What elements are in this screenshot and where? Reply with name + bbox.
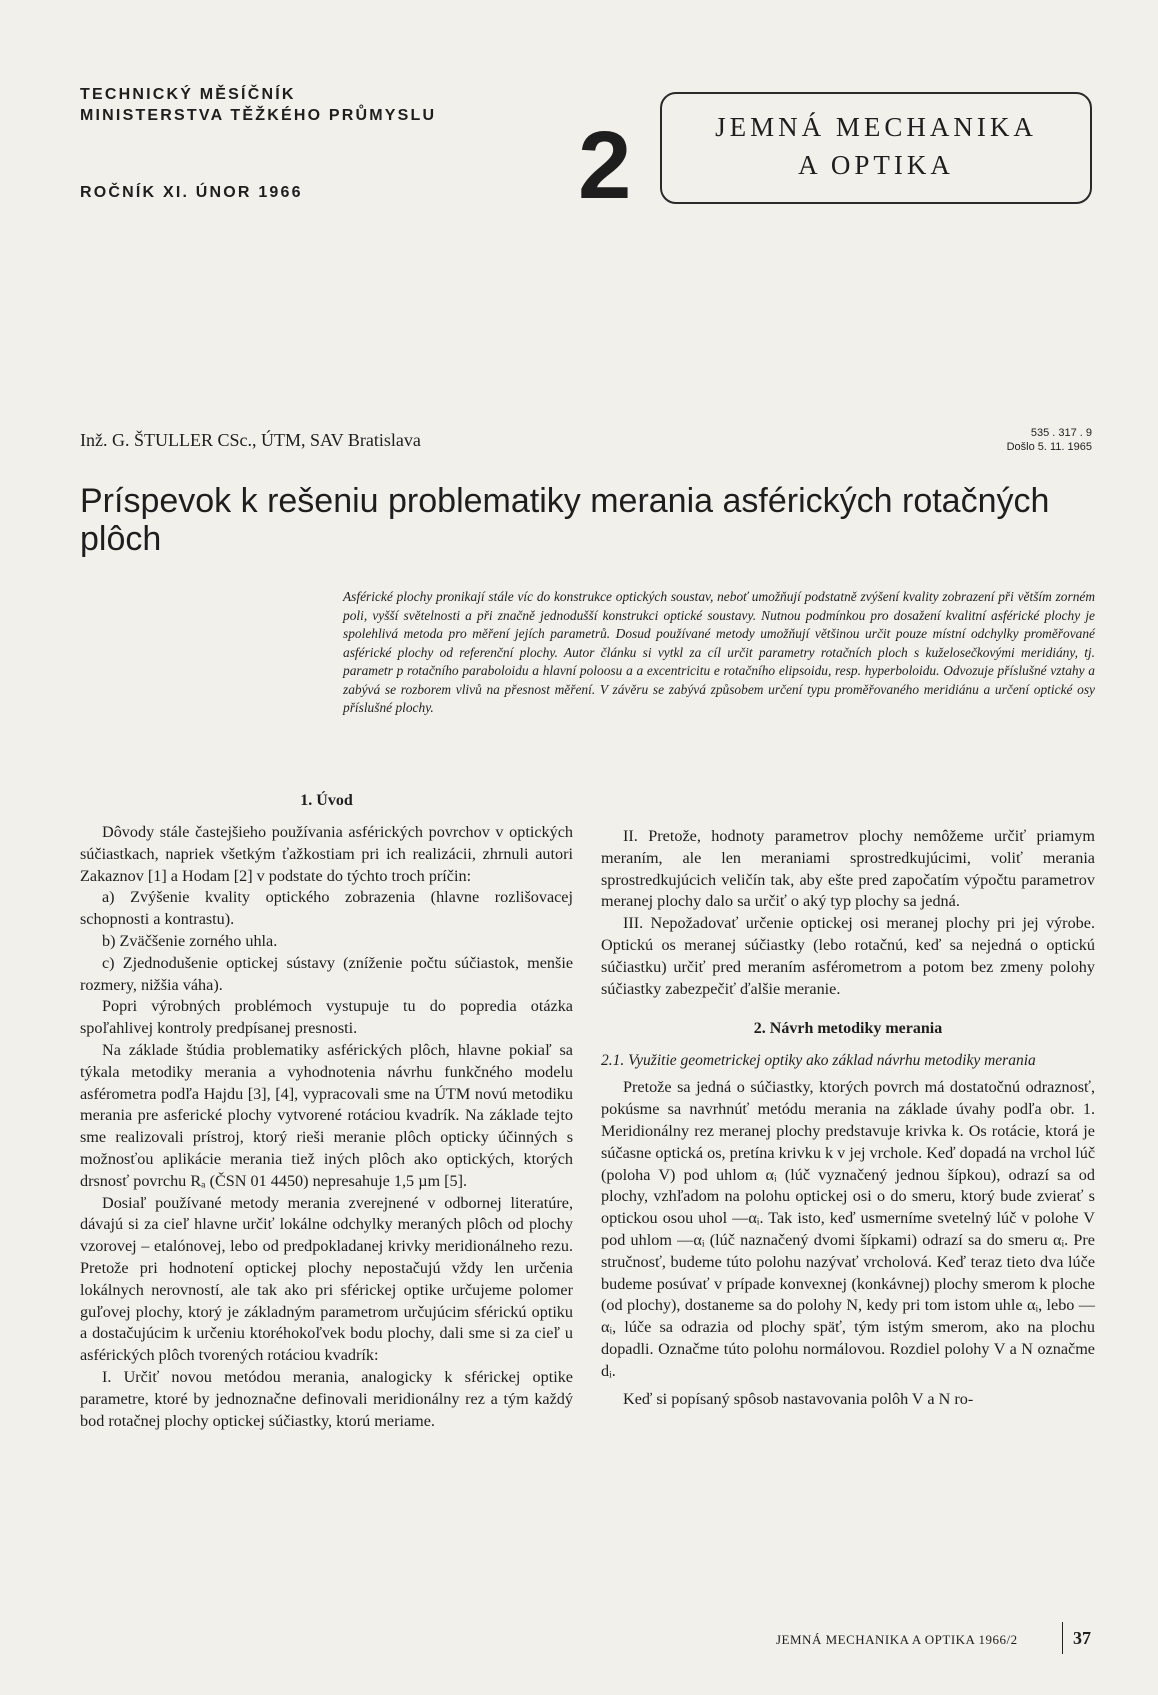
journal-issue: ROČNÍK XI. ÚNOR 1966 — [80, 184, 303, 201]
paragraph: Dosiaľ používané metody merania zverejnené v odbornej literatúre, dávajú si za cieľ hlavne určiť lokálne odchylky meraných plôch od plochy vzorovej – etalónovej, lebo od predpokladanej krivky meridionálneho rezu. Pretože pri hodnotení optickej plochy nepostačujú vždy len určenia lokálnych nerovností, ale tak ako pri sférickej optike určujeme polomer guľovej plochy, ktorý je základným parametrom určujúcim sférickú optiku a dostačujúcim k určeniu ktoréhokoľvek bodu plochy, dali sme si za cieľ u asférických plôch tvorených rotáciou kvadrík: — [80, 1193, 573, 1365]
left-column — [80, 792, 573, 1432]
received-date: Došlo 5. 11. 1965 — [1006, 441, 1092, 453]
footer-journal: JEMNÁ MECHANIKA A OPTIKA 1966/2 — [776, 1632, 1018, 1647]
abstract: Asférické plochy pronikají stále víc do konstrukce optických soustav, neboť umožňují podstatně zvýšení kvality zobrazení při větším zorném poli, vyšší světelnosti a při značně jednodušší konstrukci optické soustavy. Nutnou podmínkou pro dosažení kvalitní asférické plochy je spolehlivá metoda pro měření jejích parametrů. Dosud používané metody umožňují většinou určit pouze místní odchylky proměřované asférické plochy od referenční plochy. Autor článku si vytkl za cíl určit parametry rotačních ploch s kuželosečkovými meridiány, tj. parametr p rotačního paraboloidu a hlavní poloosu a a excentricitu e rotačního elipsoidu, resp. hyperboloidu. Odvozuje příslušné vztahy a zabývá se rozborem vlivů na přesnost měření. V závěru se zabývá způsobem určení typu proměřovaného meridiánu a určení optické osy příslušné plochy. — [343, 589, 1095, 715]
paragraph: III. Nepožadovať určenie optickej osi meranej plochy pri jej výrobe. Optickú os meranej súčiastky (lebo rotačnú, keď sa nejedná o optickú súčiastku) určiť pred meraním asférometrom a potom bez zmeny polohy súčiastky zabezpečiť ďalšie meranie. — [601, 914, 1095, 998]
udc-code: 535 . 317 . 9 — [1030, 427, 1092, 439]
paragraph: Popri výrobných problémoch vystupuje tu do popredia otázka spoľahlivej kontroly predpísanej presnosti. — [80, 997, 573, 1038]
article-title: Príspevok k rešeniu problematiky merania asférických rotačných plôch — [80, 482, 1050, 558]
section-heading-method: 2. Návrh metodiky merania — [753, 1020, 943, 1038]
page-number: 37 — [1073, 1628, 1091, 1648]
journal-name-line1: JEMNÁ MECHANIKA — [715, 112, 1037, 142]
paragraph: c) Zjednodušenie optickej sústavy (zníženie počtu súčiastok, menšie rozmery, nižšia váha). — [80, 953, 573, 994]
journal-line2: MINISTERSTVA TĚŽKÉHO PRŮMYSLU — [80, 107, 437, 124]
footer-divider — [1062, 1622, 1063, 1654]
paragraph: a) Zvýšenie kvality optického zobrazenia (hlavne rozlišovacej schopnosti a kontrastu). — [80, 888, 573, 929]
paragraph: II. Pretože, hodnoty parametrov plochy nemôžeme určiť priamym meraním, ale len meraniami sprostredkujúcimi, voliť merania sprostredkujúcich veličín tak, aby ešte pred započatím výpočtu parametrov meranej plochy dalo sa určiť o aký typ plochy sa jedná. — [601, 827, 1095, 911]
journal-name-box — [660, 92, 1092, 204]
paragraph: Pretože sa jedná o súčiastky, ktorých povrch má dostatočnú odraznosť, pokúsme sa navrhnúť metódu merania na základe úvahy podľa obr. 1. Meridionálny rez meranej plochy predstavuje krivka k. Os rotácie, ktorá je súčasne optická os, pretína krivku k v jej vrchole. Keď dopadá na vrchol lúč (poloha V) pod uhlom αᵢ (lúč vyznačený jednou šípkou), odrazí sa od plochy, vzhľadom na polohu optickej osi o do smeru, ktorý bude zvierať s optickou osou uhol —αᵢ. Tak isto, keď usmerníme svetelný lúč v polohe V pod uhlom —αᵢ (lúč naznačený dvomi šípkami) odrazí sa do smeru αᵢ. Pre stručnosť, budeme túto polohu nazývať vrcholová. Keď teraz tieto dva lúče budeme posúvať v prípade konvexnej (konkávnej) plochy smerom k ploche (od plochy), dostaneme sa do polohy N, kedy pri tom istom uhle αᵢ, lebo —αᵢ, lúče sa odrazia od plochy späť, tým istým smerom, ako na plochu dopadli. Označme túto polohu normálovou. Rozdiel polohy V a N označme dᵢ. — [601, 1078, 1095, 1380]
journal-name-line2: A OPTIKA — [798, 150, 954, 180]
paragraph: b) Zväčšenie zorného uhla. — [102, 931, 278, 950]
issue-number: 2 — [578, 112, 632, 219]
author-line: Inž. G. ŠTULLER CSc., ÚTM, SAV Bratislava — [80, 430, 421, 450]
paragraph: I. Určiť novou metódou merania, analogicky k sférickej optike parametre, ktoré by jednoznačne definovali meridionálny rez a tým každý bod rotačnej plochy optickej súčiastky, ktorú meriame. — [80, 1367, 573, 1430]
journal-line1: TECHNICKÝ MĚSÍČNÍK — [80, 86, 296, 103]
paragraph: Na základe štúdia problematiky asférických plôch, hlavne pokiaľ sa týkala metodiky merania a vyhodnotenia návrhu funkčného modelu asférometra podľa Hajdu [3], [4], vypracovali sme na ÚTM novú metodiku merania pre asferické plochy vytvorené rotáciou kvadrík. Na základe tejto sme realizovali prístroj, ktorý rieši meranie plôch opticky účinných s možnosťou aplikácie merania tiež iných plôch ako optických, ktorých drsnosť povrchu Rₐ (ČSN 01 4450) nepresahuje 1,5 µm [5]. — [80, 1040, 573, 1190]
subsection-heading: 2.1. Využitie geometrickej optiky ako základ návrhu metodiky merania — [601, 1052, 1036, 1070]
section-heading-intro: 1. Úvod — [300, 792, 353, 809]
udc-block — [960, 426, 1092, 454]
paragraph: Dôvody stále častejšieho používania asférických povrchov v optických súčiastkach, napriek všetkým ťažkostiam pri ich realizácii, zhrnuli autori Zakaznov [1] a Hodam [2] v podstate do týchto troch príčin: — [80, 823, 573, 885]
paragraph: Keď si popísaný spôsob nastavovania polôh V a N ro- — [623, 1389, 974, 1408]
right-column — [601, 826, 1095, 1410]
